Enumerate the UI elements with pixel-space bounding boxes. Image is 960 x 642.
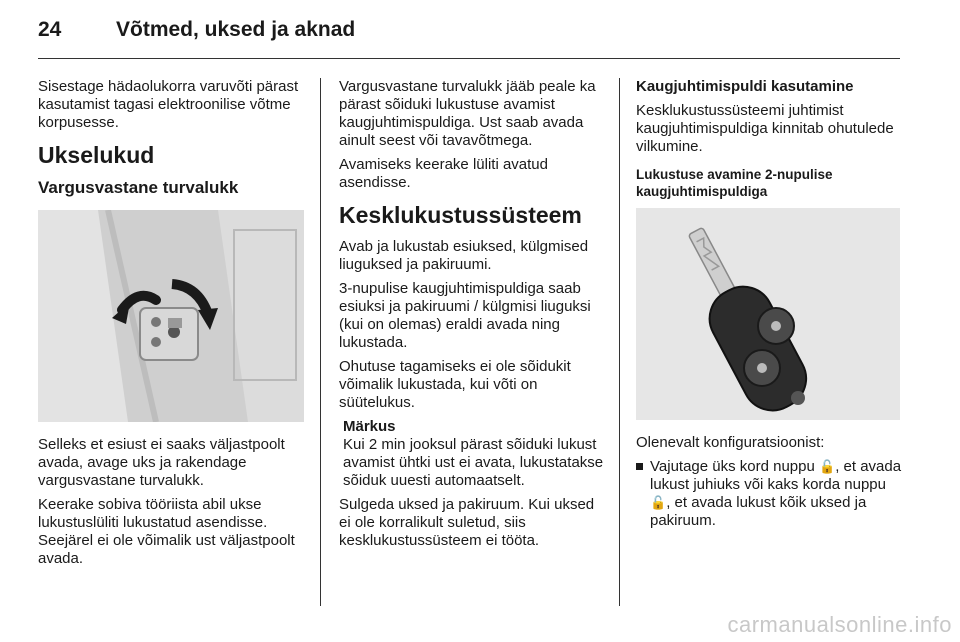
column-left — [38, 78, 306, 574]
bullet-icon — [636, 463, 643, 470]
paragraph: Vargusvastane turvalukk jääb peale ka pärast sõiduki lukustuse avamist kaugjuhtimispuldiga. Ust saab avada ainult seest või tavavõtmega. — [339, 78, 596, 149]
paragraph: Olenevalt konfiguratsioonist: — [636, 434, 825, 451]
chapter-title: Võtmed, uksed ja aknad — [116, 18, 356, 41]
section-title: Kesklukustussüsteem — [339, 202, 582, 228]
unlock-icon: 🔓 — [819, 459, 836, 474]
column-middle — [339, 78, 605, 556]
paragraph: Kesklukustussüsteemi juhtimist kaugjuhtimispuldiga kinnitab ohutulede vilkumine. — [636, 102, 894, 155]
section-title: Kaugjuhtimispuldi kasutamine — [636, 78, 854, 95]
paragraph: Selleks et esiust ei saaks väljastpoolt avada, avage uks ja rakendage vargusvastane turvalukk. — [38, 436, 285, 489]
list-item: Vajutage üks kord nuppu 🔓, et avada lukust juhiuks või kaks korda nuppu 🔓, et avada lukust kõik uksed ja pakiruum. — [636, 458, 904, 530]
paragraph: Sulgeda uksed ja pakiruum. Kui uksed ei ole korralikult suletud, siis kesklukustussüsteem ei tööta. — [339, 496, 595, 549]
remote-key-figure — [636, 208, 900, 420]
note-title: Märkus — [343, 418, 396, 435]
intro-paragraph: Sisestage hädaolukorra varuvõti pärast kasutamist tagasi elektroonilise võtme korpusesse. — [38, 78, 299, 131]
page-header — [38, 14, 900, 50]
paragraph: Avamiseks keerake lüliti avatud asendisse. — [339, 156, 548, 191]
door-lock-figure — [38, 210, 304, 422]
header-rule — [38, 58, 900, 59]
paragraph: 3-nupulise kaugjuhtimispuldiga saab esiuksi ja pakiruumi / külgmisi liuguksi (kui on olemas) eraldi avada ning lukustada. — [339, 280, 591, 351]
section-title: Ukselukud — [38, 142, 155, 168]
subsection-title: Vargusvastane turvalukk — [38, 178, 239, 197]
column-divider — [619, 78, 620, 606]
figure-heading: Lukustuse avamine 2-nupulise kaugjuhtimispuldiga — [636, 167, 833, 199]
note-box — [343, 418, 605, 490]
unlock-icon: 🔓 — [650, 495, 667, 510]
watermark: carmanualsonline.info — [727, 612, 952, 637]
note-text: Kui 2 min jooksul pärast sõiduki lukust avamist ühtki ust ei avata, lukustatakse sõiduk uuesti automaatselt. — [343, 436, 604, 489]
page-number: 24 — [38, 18, 62, 41]
column-right — [636, 78, 904, 530]
paragraph: Keerake sobiva tööriista abil ukse lukustuslüliti lukustatud asendisse. Seejärel ei ole võimalik ust väljastpoolt avada. — [38, 496, 295, 567]
paragraph: Ohutuse tagamiseks ei ole sõidukit võimalik lukustada, kui võti on süütelukus. — [339, 358, 571, 411]
paragraph: Avab ja lukustab esiuksed, külgmised liuguksed ja pakiruumi. — [339, 238, 589, 273]
column-divider — [320, 78, 321, 606]
bullet-list — [636, 458, 904, 530]
